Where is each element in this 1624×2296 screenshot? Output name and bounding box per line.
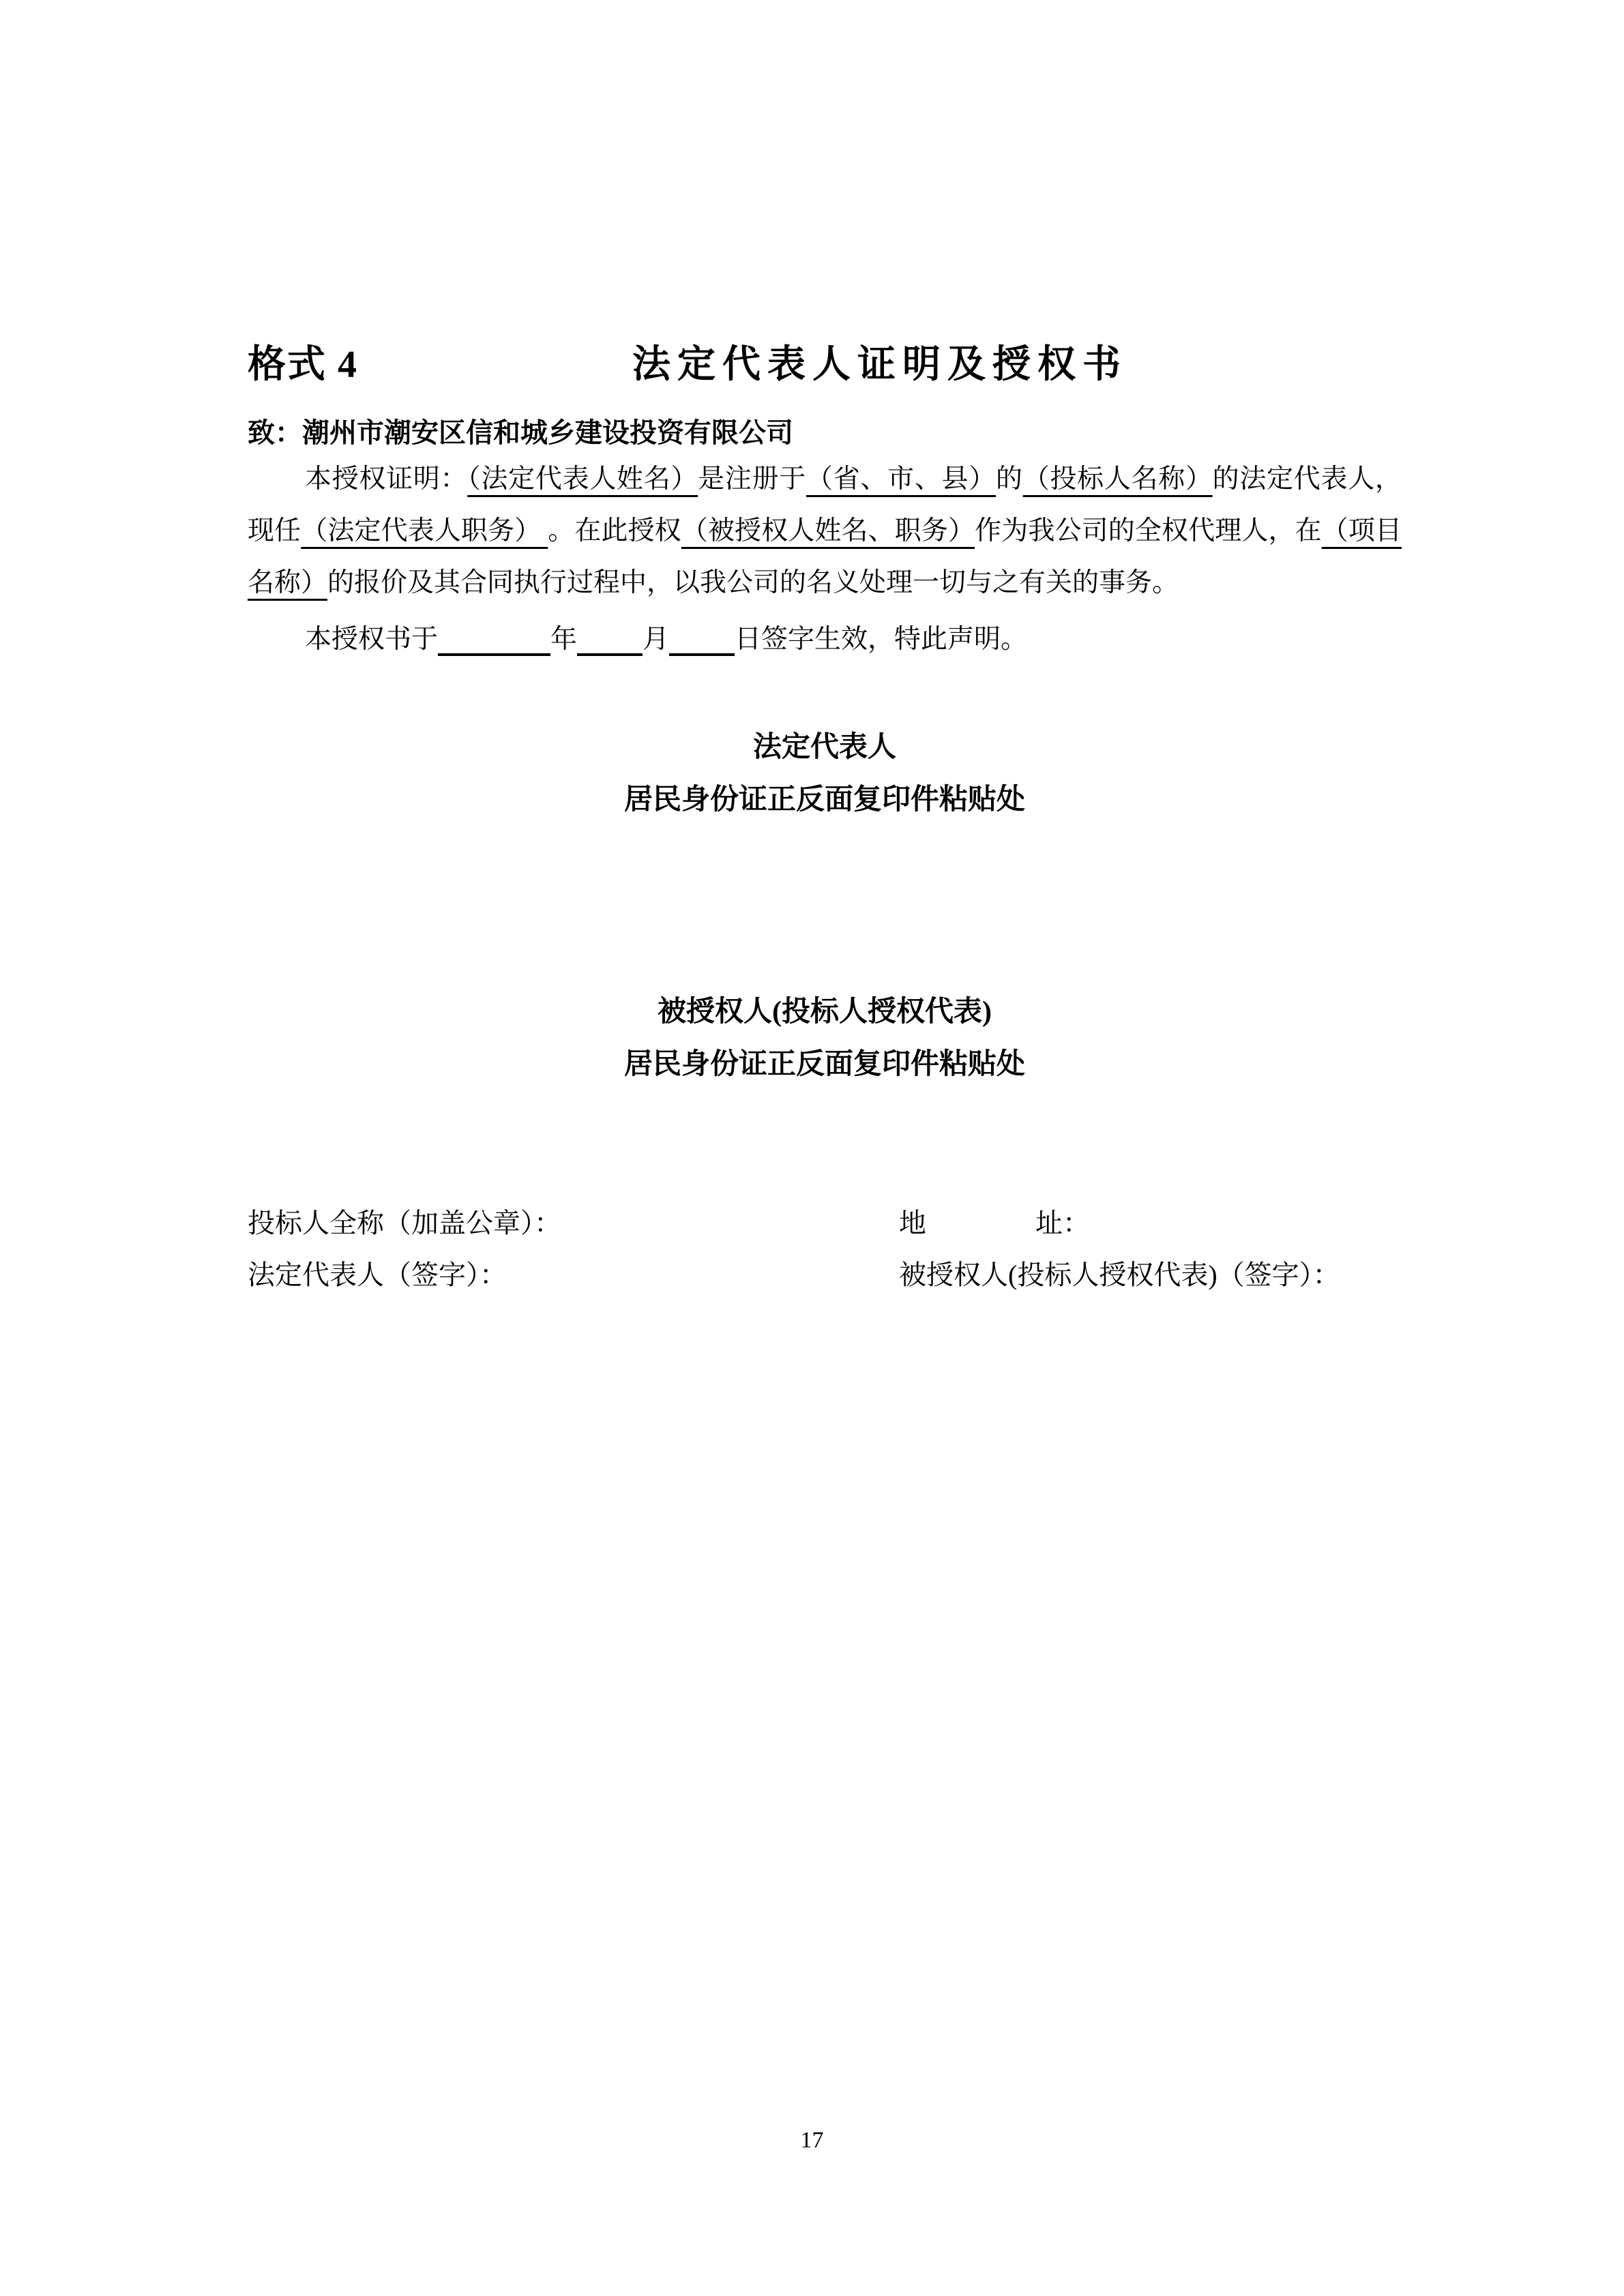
day-blank [669, 627, 735, 656]
signature-row-2 [248, 1249, 1402, 1301]
paragraph-segment: 。在此授权 [548, 516, 681, 546]
date-line-suffix: 日签字生效，特此声明。 [735, 625, 1028, 654]
authorized-rep-label: 被授权人(投标人授权代表) [658, 996, 992, 1028]
authorized-rep-id-block [248, 986, 1402, 1091]
paragraph-segment: 是注册于 [698, 464, 806, 494]
paragraph-segment: 作为我公司的全权代理人，在 [975, 516, 1322, 546]
paragraph-segment: 的法定代表人，现任 [248, 464, 1402, 546]
format-label: 格式 4 [248, 344, 358, 386]
year-blank [438, 627, 550, 656]
authorized-rep-signature-label: 被授权人(投标人授权代表)（签字）： [899, 1259, 1340, 1290]
legal-rep-position-blank: （法定代表人职务） [301, 516, 548, 546]
legal-rep-name-blank: （法定代表人姓名） [467, 464, 698, 494]
province-city-county-blank: （省、市、县） [806, 464, 996, 494]
legal-rep-signature-label: 法定代表人（签字）： [248, 1259, 507, 1290]
bidder-full-name-label: 投标人全称（加盖公章）： [248, 1208, 561, 1238]
signature-row-1 [248, 1197, 1402, 1249]
address-label: 地 址： [899, 1208, 1090, 1238]
date-line [248, 614, 1402, 666]
legal-rep-label: 法定代表人 [752, 732, 896, 763]
title-wrap [358, 334, 1402, 389]
paragraph-segment: 的 [995, 464, 1023, 494]
authorized-person-blank: （被授权人姓名、职务） [681, 516, 975, 546]
document-header [248, 334, 1402, 389]
legal-rep-id-block [248, 721, 1402, 826]
month-label: 月 [643, 625, 670, 654]
bidder-name-blank: （投标人名称） [1022, 464, 1213, 494]
signature-section [248, 1197, 1402, 1301]
page-number: 17 [800, 2128, 824, 2153]
date-line-prefix: 本授权书于 [305, 625, 439, 654]
project-name-blank: （项目名称） [248, 516, 1402, 597]
authorization-paragraph [248, 453, 1402, 609]
legal-rep-id-paste-label: 居民身份证正反面复印件粘贴处 [623, 784, 1025, 816]
authorized-rep-id-paste-label: 居民身份证正反面复印件粘贴处 [623, 1049, 1025, 1080]
month-blank [577, 627, 643, 656]
recipient-line: 致：潮州市潮安区信和城乡建设投资有限公司 [248, 417, 793, 448]
paragraph-segment: 本授权证明： [305, 464, 468, 494]
paragraph-segment: 的报价及其合同执行过程中，以我公司的名义处理一切与之有关的事务。 [327, 568, 1179, 597]
year-label: 年 [550, 625, 578, 654]
page-title: 法定代表人证明及授权书 [632, 344, 1127, 386]
